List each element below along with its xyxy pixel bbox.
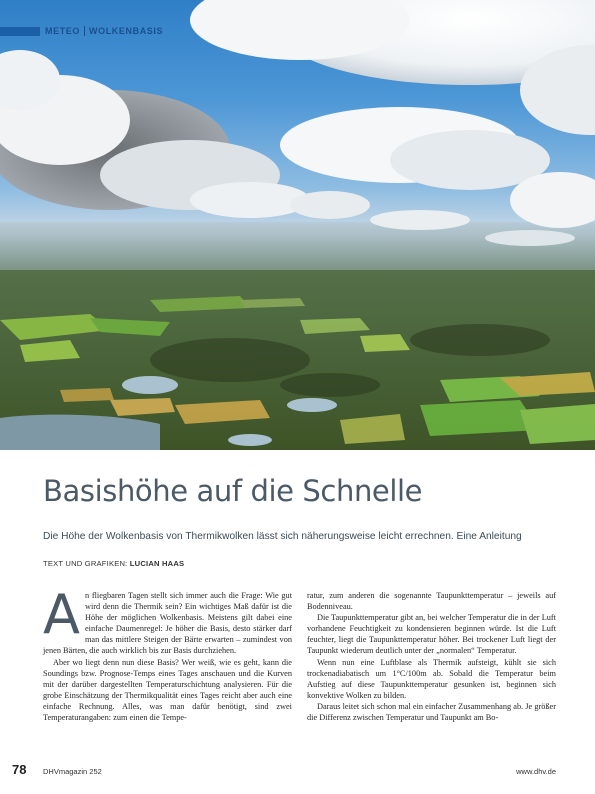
section-accent-bar (0, 27, 40, 36)
credit-author: LUCIAN HAAS (129, 559, 185, 568)
body-column-right (307, 590, 556, 723)
body-paragraph: Aber wo liegt denn nun diese Basis? Wer weiß, wie es geht, kann die Soundings bzw. Prognose-Temps eines Tages anschauen und die Kurven mit der darüber dargestellten Temperaturschichtung analysieren. Für die grobe Einschätzung der Thermikqualität eines Tages reicht aber auch eine einfache Rechnung. Alles, was man dafür benötigt, sind zwei Temperaturangaben: zum einen die Tempe- (43, 657, 292, 723)
website-link[interactable]: www.dhv.de (516, 767, 556, 776)
article-title: Basishöhe auf die Schnelle (43, 474, 423, 508)
article-credit (43, 559, 184, 568)
section-topic: WOLKENBASIS (89, 26, 164, 36)
section-divider (84, 26, 85, 36)
page-number: 78 (12, 762, 27, 777)
credit-label: TEXT UND GRAFIKEN: (43, 559, 128, 568)
body-paragraph: ratur, zum anderen die sogenannte Taupunkttemperatur – jeweils auf Bodenniveau. (307, 591, 556, 612)
article-lead: Die Höhe der Wolkenbasis von Thermikwolken lässt sich näherungsweise leicht errechnen. Eine Anleitung (43, 531, 522, 542)
body-paragraph: Wenn nun eine Luftblase als Thermik aufsteigt, kühlt sie sich trockenadiabatisch um 1°C/100m ab. Sobald die Temperatur beim Aufstieg auf diese Taupunkttemperatur gesunken ist, beginnen sich konvektive Wolken zu bilden. (307, 657, 556, 700)
page-footer (0, 762, 595, 782)
body-paragraph: Daraus leitet sich schon mal ein einfacher Zusammenhang ab. Je größer die Differenz zwischen Temperatur und Taupunkt am Bo- (307, 701, 556, 723)
magazine-name: DHVmagazin 252 (43, 767, 102, 776)
section-tag (0, 24, 163, 38)
dropcap: A (43, 583, 80, 646)
section-category: METEO (45, 26, 81, 36)
body-paragraph: Die Taupunkttemperatur gibt an, bei welcher Temperatur die in der Luft vorhandene Feuchtigkeit zu kondensieren beginnen würde. Ist die Luft feuchter, liegt die Taupunkttemperatur höher. Bei trockener Luft liegt der Taupunkt wiederum deutlich unter der „normalen“ Temperatur. (307, 613, 556, 656)
body-paragraph-text: n fliegbaren Tagen stellt sich immer auch die Frage: Wie gut wird denn die Thermik sein? Ein wichtiges Maß dafür ist die Höhe der möglichen Wolkenbasis. Meistens gilt dabei eine einfache Daumenregel: Je höher die Basis, desto stärker darf man das mittlere Steigen der Bärte erwarten – zumindest von jenen Bärten, die auch wirklich bis zur Basis durchziehen. (43, 591, 292, 656)
body-paragraph (43, 583, 292, 657)
body-column-left (43, 583, 292, 723)
